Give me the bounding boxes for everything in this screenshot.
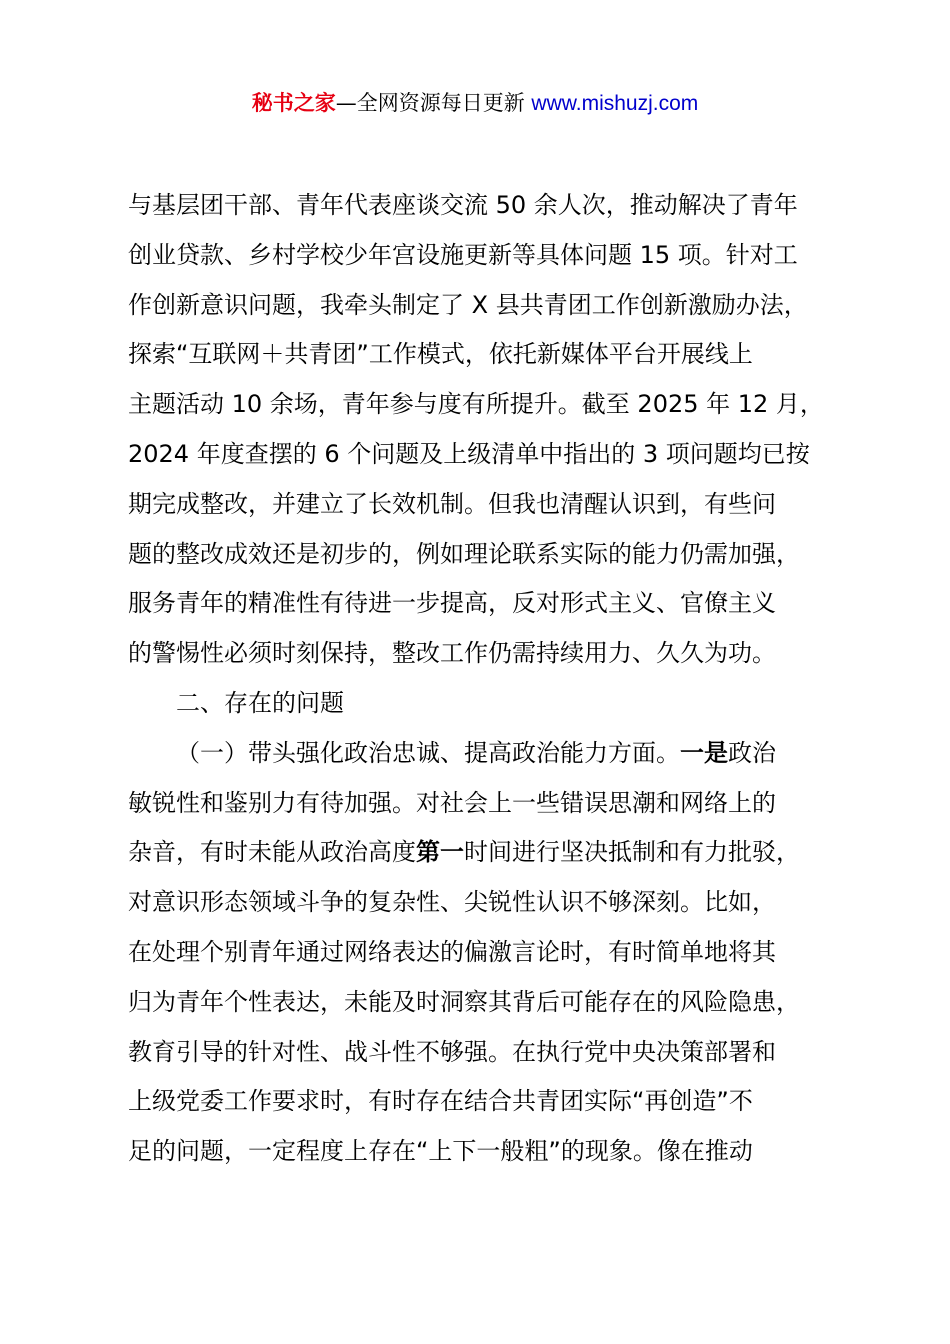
text-line: 2024 年度查摆的 6 个问题及上级清单中指出的 3 项问题均已按 xyxy=(128,439,810,468)
document-body xyxy=(128,181,828,1177)
text-line: 主题活动 10 余场，青年参与度有所提升。截至 2025 年 12 月， xyxy=(128,390,824,419)
text-fragment: 杂音，有时未能从政治高度 xyxy=(128,838,416,867)
text-line: 归为青年个性表达，未能及时洞察其背后可能存在的风险隐患， xyxy=(128,987,800,1016)
header-tagline: —全网资源每日更新 xyxy=(335,91,532,115)
paragraph-start-line xyxy=(128,729,828,779)
page-header xyxy=(0,86,950,121)
text-line xyxy=(128,828,828,878)
text-line: 上级党委工作要求时，有时存在结合共青团实际“再创造”不 xyxy=(128,1087,753,1116)
text-line: 服务青年的精准性有待进一步提高，反对形式主义、官僚主义 xyxy=(128,589,776,618)
header-url-link[interactable]: www.mishuzj.com xyxy=(531,92,699,115)
text-line: 敏锐性和鉴别力有待加强。对社会上一些错误思潮和网络上的 xyxy=(128,788,776,817)
text-line: 对意识形态领域斗争的复杂性、尖锐性认识不够深刻。比如， xyxy=(128,888,776,917)
text-line: 期完成整改，并建立了长效机制。但我也清醒认识到，有些问 xyxy=(128,489,776,518)
bold-marker: 一是 xyxy=(680,738,728,767)
text-line: 与基层团干部、青年代表座谈交流 50 余人次，推动解决了青年 xyxy=(128,191,798,219)
bold-fragment: 第一 xyxy=(416,838,464,867)
subsection-title: （一）带头强化政治忠诚、提高政治能力方面。 xyxy=(176,738,680,767)
text-line: 足的问题，一定程度上存在“上下一般粗”的现象。像在推动 xyxy=(128,1137,753,1166)
brand-name: 秘书之家 xyxy=(251,91,336,115)
text-fragment: 政治 xyxy=(728,738,776,767)
text-line: 探索“互联网＋共青团”工作模式，依托新媒体平台开展线上 xyxy=(128,340,753,369)
text-line: 教育引导的针对性、战斗性不够强。在执行党中央决策部署和 xyxy=(128,1037,776,1066)
text-line: 创业贷款、乡村学校少年宫设施更新等具体问题 15 项。针对工 xyxy=(128,240,798,269)
text-line: 在处理个别青年通过网络表达的偏激言论时，有时简单地将其 xyxy=(128,937,776,966)
section-heading: 二、存在的问题 xyxy=(176,688,344,717)
text-line: 的警惕性必须时刻保持，整改工作仍需持续用力、久久为功。 xyxy=(128,639,776,668)
text-line: 作创新意识问题，我牵头制定了 X 县共青团工作创新激励办法， xyxy=(128,290,808,319)
text-fragment: 时间进行坚决抵制和有力批驳， xyxy=(464,838,800,867)
text-line: 题的整改成效还是初步的，例如理论联系实际的能力仍需加强， xyxy=(128,539,800,568)
